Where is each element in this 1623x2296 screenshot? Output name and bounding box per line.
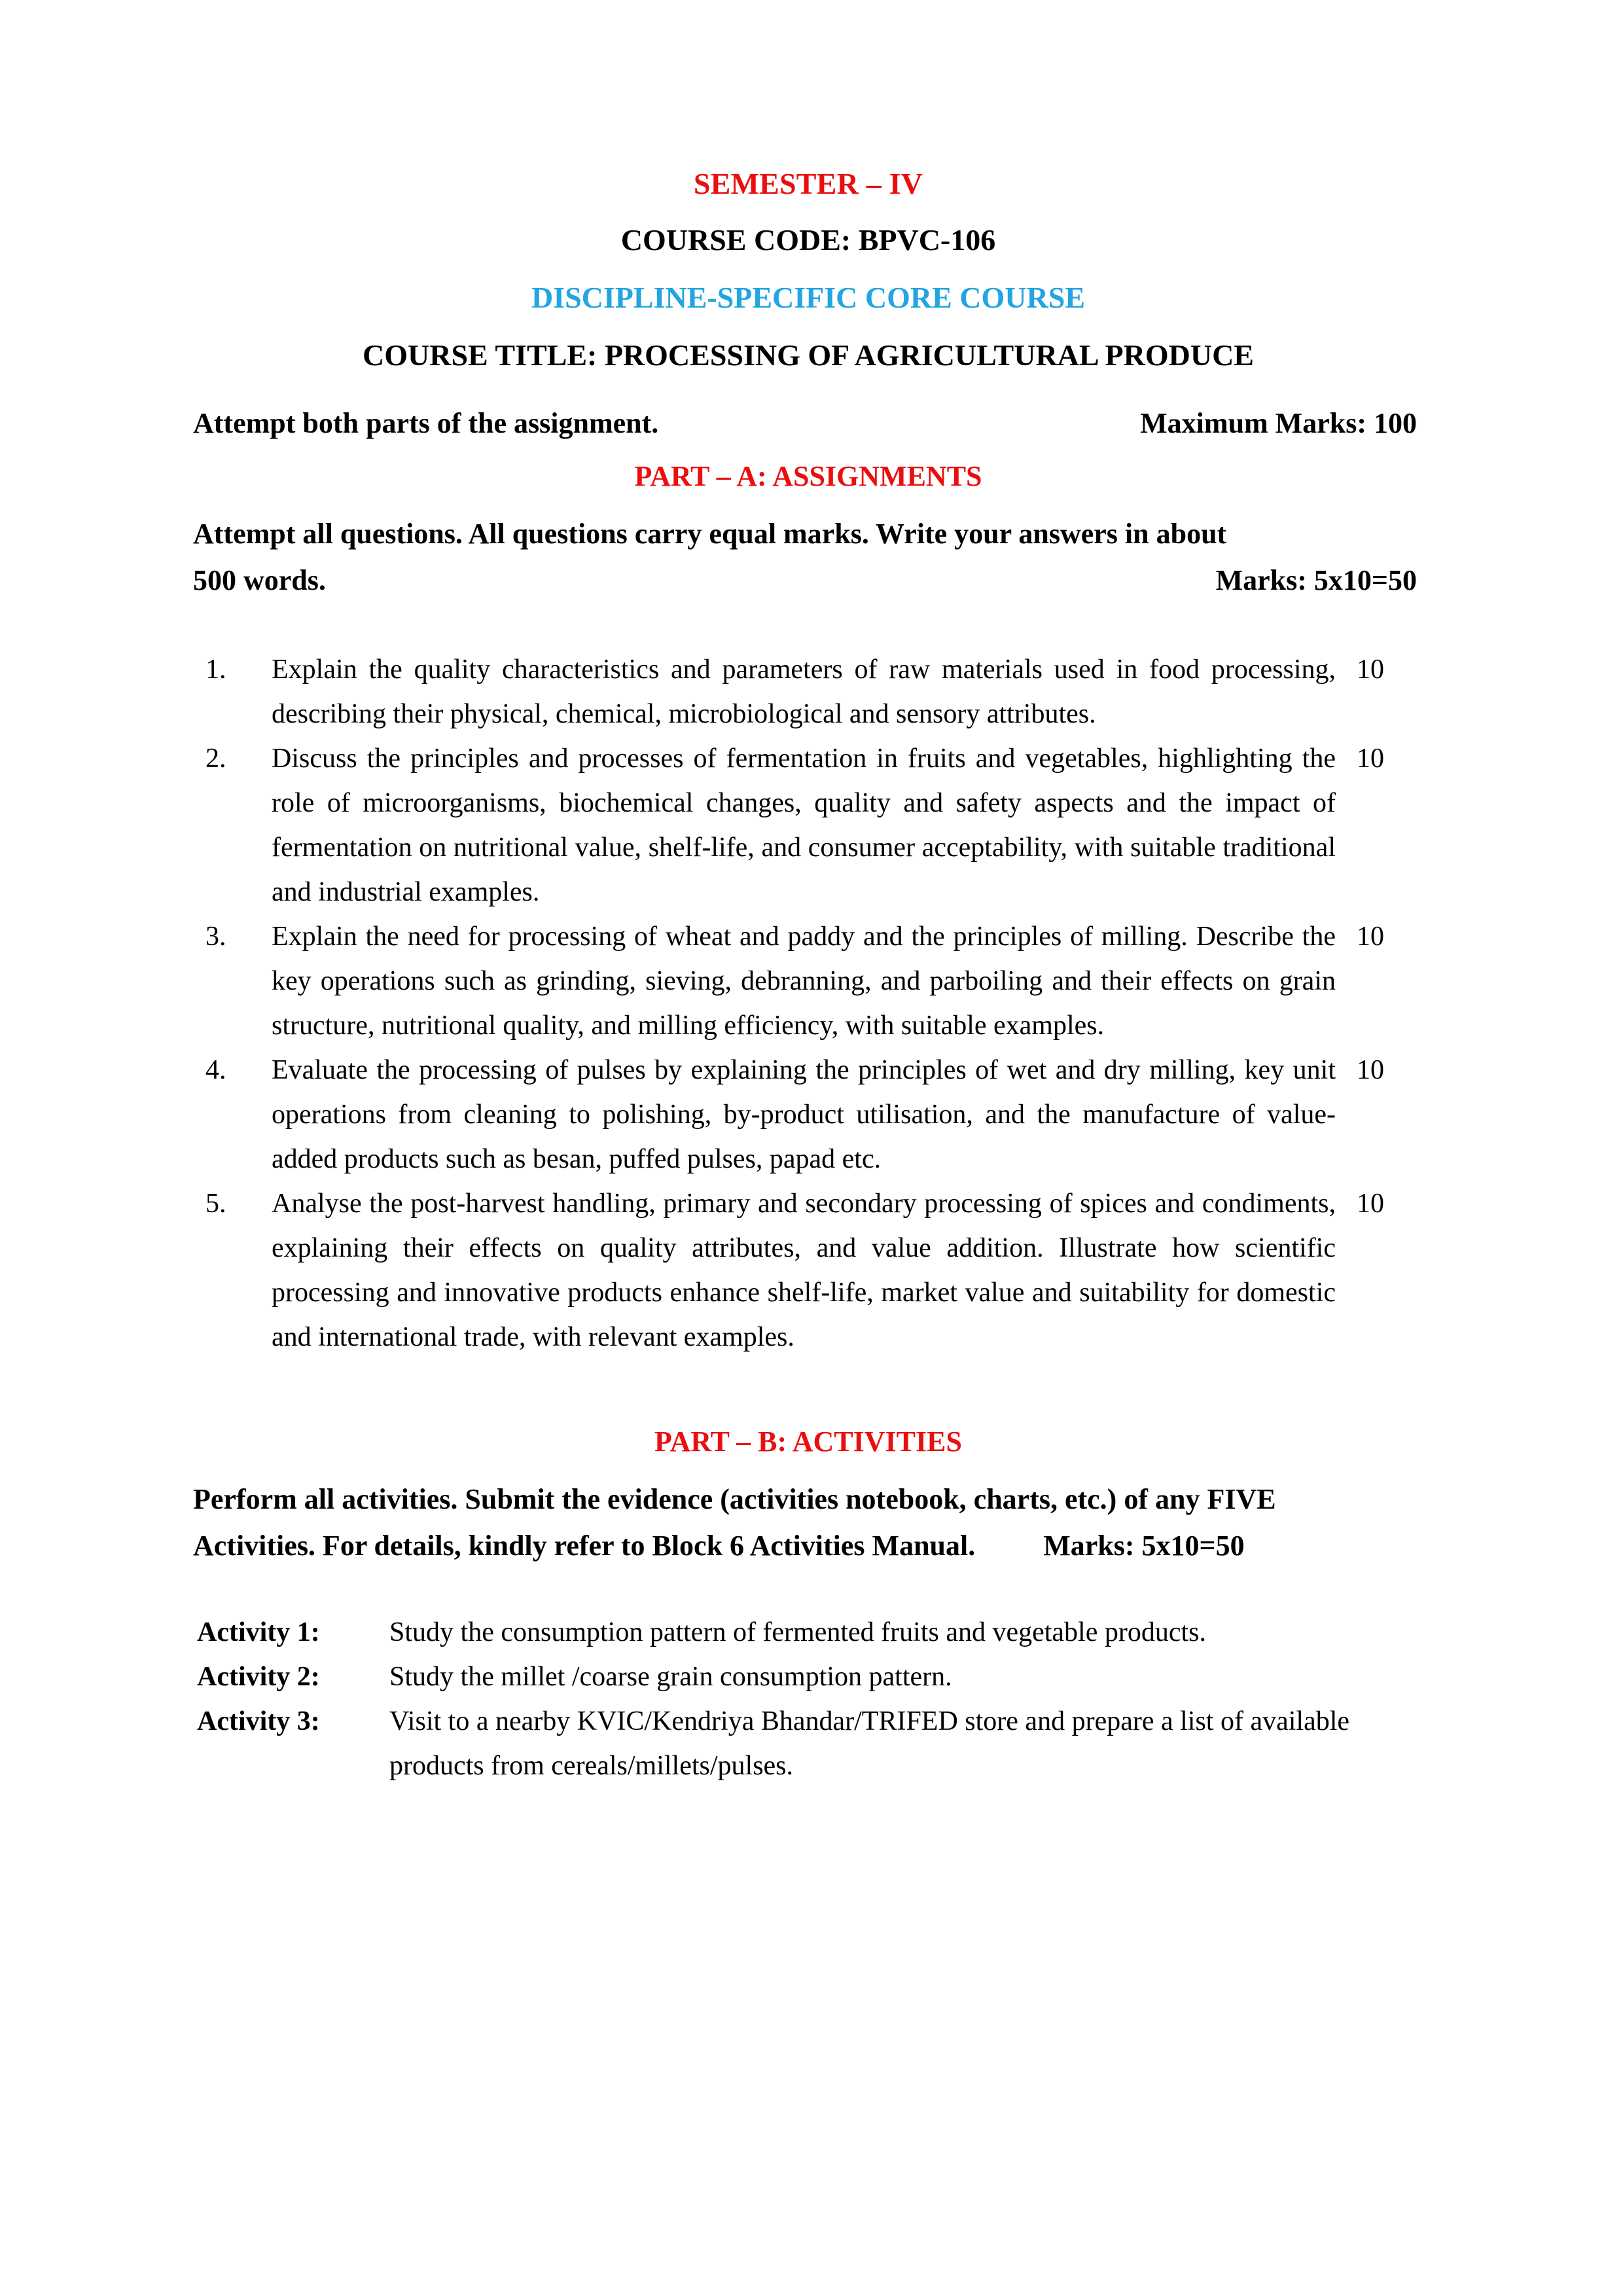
attempt-both-parts-text: Attempt both parts of the assignment. (193, 407, 659, 439)
part-b-manual-reference-text: Activities. For details, kindly refer to Block 6 Activities Manual. (193, 1530, 976, 1562)
part-a-marks-text: Marks: 5x10=50 (1215, 564, 1417, 597)
course-code-heading: COURSE CODE: BPVC-106 (620, 223, 996, 257)
question-row (193, 914, 1423, 1048)
question-text: Analyse the post-harvest handling, primary and secondary processing of spices and condiments, explaining their effects on quality attributes, and value addition. Illustrate how scientific processing and innovative products enhance shelf-life, market value and suitability for domestic and international trade, with relevant examples. (272, 1189, 1336, 1353)
course-title-heading: COURSE TITLE: PROCESSING OF AGRICULTURAL PRODUCE (363, 338, 1254, 372)
question-marks: 10 (1357, 743, 1384, 774)
maximum-marks-text: Maximum Marks: 100 (1140, 407, 1417, 439)
question-marks: 10 (1357, 1055, 1384, 1085)
part-b-marks-text: Marks: 5x10=50 (1043, 1530, 1245, 1562)
question-text: Discuss the principles and processes of fermentation in fruits and vegetables, highlighting the role of microorganisms, biochemical changes, quality and safety aspects and the impact of fermentation on nutritional value, shelf-life, and consumer acceptability, with suitable traditional and industrial examples. (272, 743, 1336, 907)
question-number: 2. (205, 743, 226, 774)
semester-heading: SEMESTER – IV (693, 167, 923, 200)
part-b-instruction-line-2-row (193, 1522, 1423, 1569)
question-number: 5. (205, 1189, 226, 1219)
activity-text: Visit to a nearby KVIC/Kendriya Bhandar/TRIFED store and prepare a list of available products from cereals/millets/pulses. (389, 1706, 1350, 1781)
page-content (193, 0, 1423, 1788)
activity-label: Activity 1: (197, 1617, 320, 1647)
question-marks: 10 (1357, 1189, 1384, 1219)
activity-row (193, 1610, 1423, 1655)
activity-label: Activity 2: (197, 1661, 320, 1692)
part-a-instructions (193, 511, 1423, 604)
question-number: 4. (205, 1055, 226, 1085)
part-a-word-limit-text: 500 words. (193, 564, 326, 597)
course-category-heading: DISCIPLINE-SPECIFIC CORE COURSE (531, 281, 1086, 314)
activity-label: Activity 3: (197, 1706, 320, 1736)
question-marks: 10 (1357, 654, 1384, 685)
part-a-heading: PART – A: ASSIGNMENTS (634, 460, 982, 493)
question-text: Explain the quality characteristics and parameters of raw materials used in food processing, describing their physical, chemical, microbiological and sensory attributes. (272, 654, 1336, 729)
question-text: Explain the need for processing of wheat and paddy and the principles of milling. Describe the key operations such as grinding, sieving, debranning, and parboiling and their effects on grain structure, nutritional quality, and milling efficiency, with suitable examples. (272, 921, 1336, 1041)
question-row (193, 736, 1423, 914)
part-b-activity-list (193, 1610, 1423, 1788)
question-text: Evaluate the processing of pulses by explaining the principles of wet and dry milling, key unit operations from cleaning to polishing, by-product utilisation, and the manufacture of value-added products such as besan, puffed pulses, papad etc. (272, 1055, 1336, 1175)
question-number: 1. (205, 654, 226, 685)
question-marks: 10 (1357, 921, 1384, 952)
question-row (193, 1181, 1423, 1359)
part-a-instruction-line-1: Attempt all questions. All questions carry equal marks. Write your answers in about (193, 518, 1227, 550)
activity-text: Study the consumption pattern of fermented fruits and vegetable products. (389, 1617, 1207, 1647)
part-a-question-list (193, 647, 1423, 1360)
question-number: 3. (205, 921, 226, 952)
activity-row (193, 1655, 1423, 1699)
attempt-instruction-row (193, 408, 1423, 439)
part-a-instruction-line-2-row (193, 557, 1423, 603)
part-b-instructions (193, 1476, 1423, 1570)
part-b-instruction-line-1: Perform all activities. Submit the evidence (activities notebook, charts, etc.) of any FIVE (193, 1483, 1276, 1516)
question-row (193, 1048, 1423, 1181)
part-b-heading: PART – B: ACTIVITIES (654, 1426, 962, 1458)
activity-row (193, 1699, 1423, 1788)
activity-text: Study the millet /coarse grain consumption pattern. (389, 1661, 952, 1692)
question-row (193, 647, 1423, 736)
